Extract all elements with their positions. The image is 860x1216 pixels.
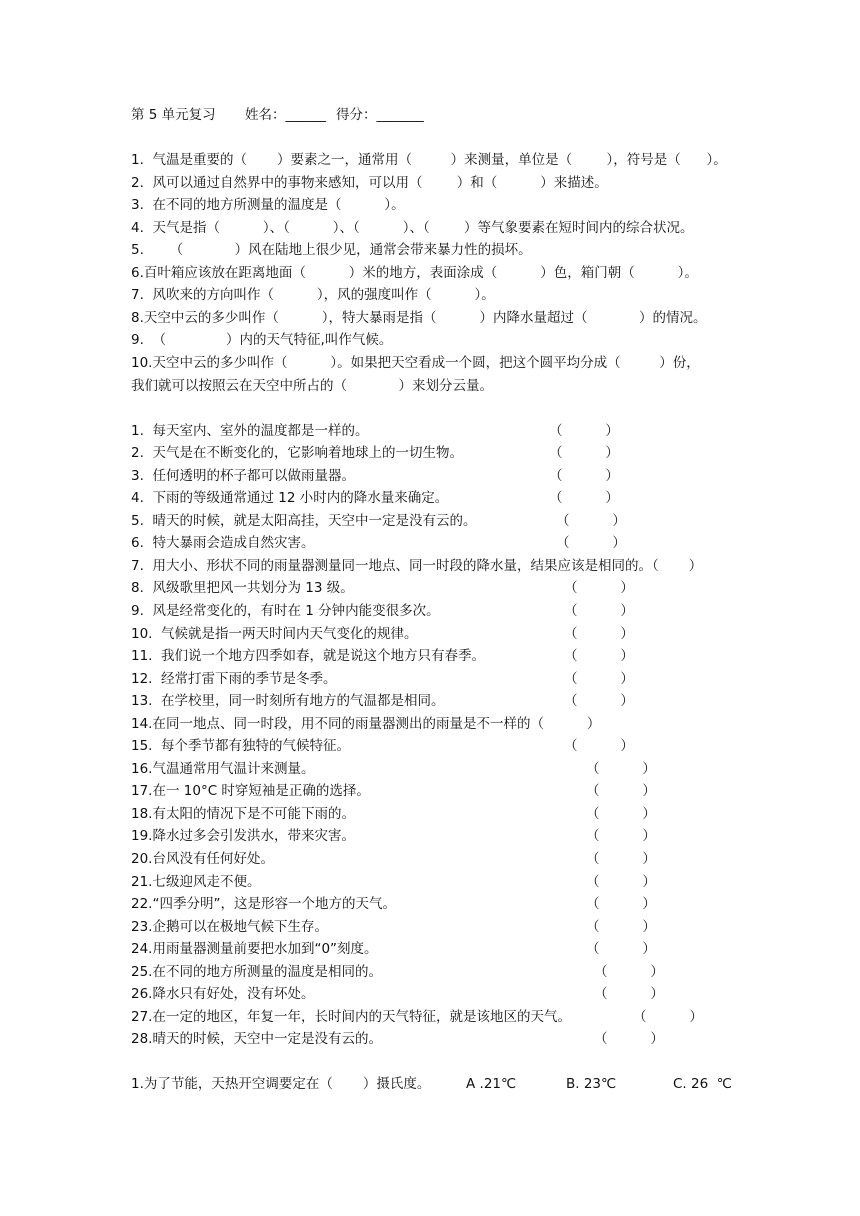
tf-question: 19.降水过多会引发洪水，带来灾害。 <box>131 828 355 844</box>
tf-answer-parens: （ ） <box>564 693 634 709</box>
tf-question: 4. 下雨的等级通常通过 12 小时内的降水量来确定。 <box>131 490 449 506</box>
tf-question: 25.在不同的地方所测量的温度是相同的。 <box>131 964 382 980</box>
tf-answer-parens: （ ） <box>586 851 656 867</box>
tf-question: 22.“四季分明”，这是形容一个地方的天气。 <box>131 896 396 912</box>
tf-answer-parens: （ ） <box>556 513 626 529</box>
tf-answer-parens: （ ） <box>586 828 656 844</box>
tf-question: 18.有太阳的情况下是不可能下雨的。 <box>131 806 355 822</box>
tf-question: 28.晴天的时候，天空中一定是没有云的。 <box>131 1031 382 1047</box>
tf-question: 6. 特大暴雨会造成自然灾害。 <box>131 535 315 551</box>
fill-blank-question: 9. （ ）内的天气特征,叫作气候。 <box>131 332 393 348</box>
tf-answer-parens: （ ） <box>633 1009 703 1025</box>
fill-blank-question: 3. 在不同的地方所测量的温度是（ ）。 <box>131 197 405 213</box>
name-field-label: 姓名：______ <box>245 107 326 123</box>
tf-question: 26.降水只有好处，没有坏处。 <box>131 986 315 1002</box>
tf-question: 13. 在学校里，同一时刻所有地方的气温都是相同。 <box>131 693 445 709</box>
tf-answer-parens: （ ） <box>586 941 656 957</box>
tf-answer-parens: （ ） <box>586 874 656 890</box>
choice-option-b: B. 23℃ <box>566 1076 617 1092</box>
tf-question: 14.在同一地点、同一时段，用不同的雨量器测出的雨量是不一样的（ ） <box>131 716 601 732</box>
tf-answer-parens: （ ） <box>549 423 619 439</box>
tf-answer-parens: （ ） <box>594 1031 664 1047</box>
tf-question: 16.气温通常用气温计来测量。 <box>131 761 315 777</box>
tf-question: 9. 风是经常变化的，有时在 1 分钟内能变很多次。 <box>131 603 440 619</box>
fill-blank-question: 5. （ ）风在陆地上很少见，通常会带来暴力性的损坏。 <box>131 242 532 258</box>
tf-answer-parens: （ ） <box>564 580 634 596</box>
tf-answer-parens: （ ） <box>564 648 634 664</box>
fill-blank-question: 7. 风吹来的方向叫作（ ），风的强度叫作（ ）。 <box>131 287 495 303</box>
tf-question: 5. 晴天的时候，就是太阳高挂，天空中一定是没有云的。 <box>131 513 477 529</box>
tf-question: 11. 我们说一个地方四季如春，就是说这个地方只有春季。 <box>131 648 486 664</box>
tf-answer-parens: （ ） <box>594 964 664 980</box>
tf-answer-parens: （ ） <box>564 626 634 642</box>
tf-answer-parens: （ ） <box>564 738 634 754</box>
tf-question: 24.用雨量器测量前要把水加到“0”刻度。 <box>131 941 378 957</box>
fill-blank-question-continued: 我们就可以按照云在天空中所占的（ ）来划分云量。 <box>131 378 493 394</box>
choice-question: 1.为了节能，天热开空调要定在（ ）摄氏度。 <box>131 1076 431 1092</box>
tf-question: 7. 用大小、形状不同的雨量器测量同一地点、同一时段的降水量，结果应该是相同的。（ ） <box>131 558 703 574</box>
fill-blank-question: 10.天空中云的多少叫作（ ）。如果把天空看成一个圆，把这个圆平均分成（ ）份， <box>131 355 700 371</box>
tf-answer-parens: （ ） <box>549 468 619 484</box>
tf-question: 12. 经常打雷下雨的季节是冬季。 <box>131 671 337 687</box>
tf-question: 2. 天气是在不断变化的，它影响着地球上的一切生物。 <box>131 445 463 461</box>
tf-question: 1. 每天室内、室外的温度都是一样的。 <box>131 423 369 439</box>
tf-answer-parens: （ ） <box>564 671 634 687</box>
fill-blank-question: 1. 气温是重要的（ ）要素之一，通常用（ ）来测量，单位是（ ），符号是（ ）。 <box>131 152 727 168</box>
tf-question: 27.在一定的地区，年复一年，长时间内的天气特征，就是该地区的天气。 <box>131 1009 571 1025</box>
tf-answer-parens: （ ） <box>564 603 634 619</box>
fill-blank-question: 8.天空中云的多少叫作（ ），特大暴雨是指（ ）内降水量超过（ ）的情况。 <box>131 310 707 326</box>
tf-answer-parens: （ ） <box>586 761 656 777</box>
tf-answer-parens: （ ） <box>586 919 656 935</box>
tf-question: 23.企鹅可以在极地气候下生存。 <box>131 919 328 935</box>
tf-answer-parens: （ ） <box>586 806 656 822</box>
score-field-label: 得分：_______ <box>336 107 424 123</box>
tf-question: 20.台风没有任何好处。 <box>131 851 274 867</box>
tf-question: 10. 气候就是指一两天时间内天气变化的规律。 <box>131 626 418 642</box>
tf-answer-parens: （ ） <box>549 445 619 461</box>
worksheet-title: 第 5 单元复习 <box>131 107 216 123</box>
fill-blank-question: 6.百叶箱应该放在距离地面（ ）米的地方，表面涂成（ ）色，箱门朝（ ）。 <box>131 265 698 281</box>
tf-answer-parens: （ ） <box>586 896 656 912</box>
fill-blank-question: 2. 风可以通过自然界中的事物来感知，可以用（ ）和（ ）来描述。 <box>131 175 608 191</box>
tf-question: 15. 每个季节都有独特的气候特征。 <box>131 738 351 754</box>
tf-answer-parens: （ ） <box>549 490 619 506</box>
tf-question: 21.七级迎风走不便。 <box>131 874 261 890</box>
tf-question: 17.在一 10°C 时穿短袖是正确的选择。 <box>131 783 370 799</box>
choice-option-a: A .21℃ <box>466 1076 517 1092</box>
tf-question: 3. 任何透明的杯子都可以做雨量器。 <box>131 468 355 484</box>
fill-blank-question: 4. 天气是指（ ）、（ ）、（ ）、（ ）等气象要素在短时间内的综合状况。 <box>131 220 694 236</box>
choice-option-c: C. 26 ℃ <box>673 1076 732 1092</box>
tf-answer-parens: （ ） <box>586 783 656 799</box>
tf-answer-parens: （ ） <box>594 986 664 1002</box>
tf-answer-parens: （ ） <box>556 535 626 551</box>
tf-question: 8. 风级歌里把风一共划分为 13 级。 <box>131 580 354 596</box>
